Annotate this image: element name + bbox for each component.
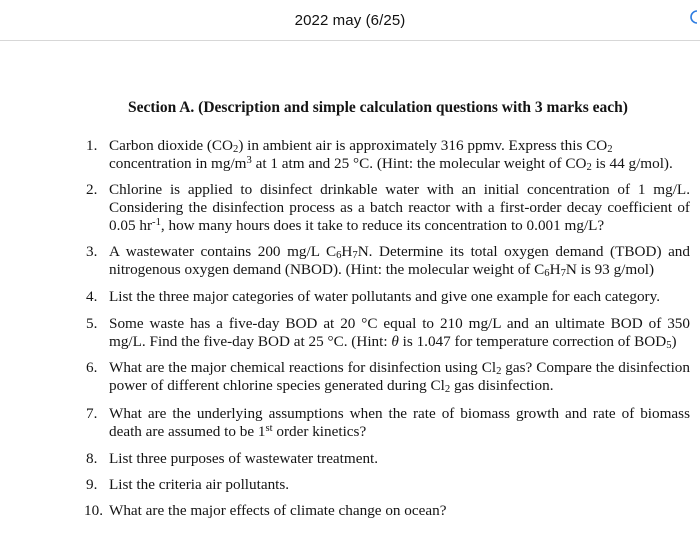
question-number: 9. <box>86 476 98 493</box>
question-9 <box>86 476 690 494</box>
question-1 <box>86 137 690 173</box>
question-number: 2. <box>86 181 98 198</box>
question-text: A wastewater contains 200 mg/L $C_6H_7N$. Determine its total oxygen demand (TBOD) and nitrogenous oxygen demand (NBOD). (Hint: the molecular weight of $C_6H_7N$ is 93 g/mol) <box>109 243 690 280</box>
section-heading: Section A. (Description and simple calculation questions with 3 marks each) <box>128 99 628 116</box>
question-6 <box>86 359 690 395</box>
question-2 <box>86 181 690 235</box>
question-text: What are the major chemical reactions for disinfection using $Cl_2$ gas? Compare the disinfection power of different chlorine species generated during $Cl_2$ gas disinfection. <box>109 359 690 396</box>
question-text: What are the underlying assumptions when the rate of biomass growth and rate of biomass death are assumed to be 1st order kinetics? <box>109 405 690 440</box>
viewer-title-bar <box>0 0 700 41</box>
question-8 <box>86 450 690 468</box>
question-text: List three purposes of wastewater treatment. <box>109 450 379 467</box>
question-number: 1. <box>86 137 98 154</box>
question-3 <box>86 243 690 279</box>
question-10 <box>86 502 690 520</box>
question-number: 3. <box>86 243 98 260</box>
question-text: List the criteria air pollutants. <box>109 476 290 493</box>
question-4 <box>86 288 690 306</box>
question-text: Chlorine is applied to disinfect drinkable water with an initial concentration of 1 mg/L. Considering the disinfection process as a batch reactor with a first-order decay coefficient of 0.05 $hr^{-1}$, how many hours does it take to reduce its concentration to 0.001 mg/L? <box>109 181 690 234</box>
question-number: 5. <box>86 315 98 332</box>
question-number: 8. <box>86 450 98 467</box>
question-text: What are the major effects of climate change on ocean? <box>109 502 447 519</box>
question-number: 10. <box>84 502 103 519</box>
question-number: 4. <box>86 288 98 305</box>
question-number: 6. <box>86 359 98 376</box>
document-page <box>0 41 700 534</box>
question-text: Some waste has a five-day BOD at 20 °C equal to 210 mg/L and an ultimate BOD of 350 mg/L. Find the five-day BOD at 25 °C. (Hint: θ is 1.047 for temperature correction of $BOD_5$) <box>109 315 690 352</box>
question-text: List the three major categories of water pollutants and give one example for each category. <box>109 288 661 305</box>
document-title: 2022 may (6/25) <box>294 12 406 29</box>
question-5 <box>86 315 690 351</box>
question-number: 7. <box>86 405 98 422</box>
question-text: Carbon dioxide $(CO_2)$ in ambient air is approximately 316 ppmv. Express this $CO_2$ concentration in $mg/m^3$ at 1 atm and 25 °C. (Hint: the molecular weight of $CO_2$ is 44 g/mol). <box>109 137 673 174</box>
question-7 <box>86 405 690 441</box>
partial-circle-icon[interactable] <box>690 10 700 24</box>
